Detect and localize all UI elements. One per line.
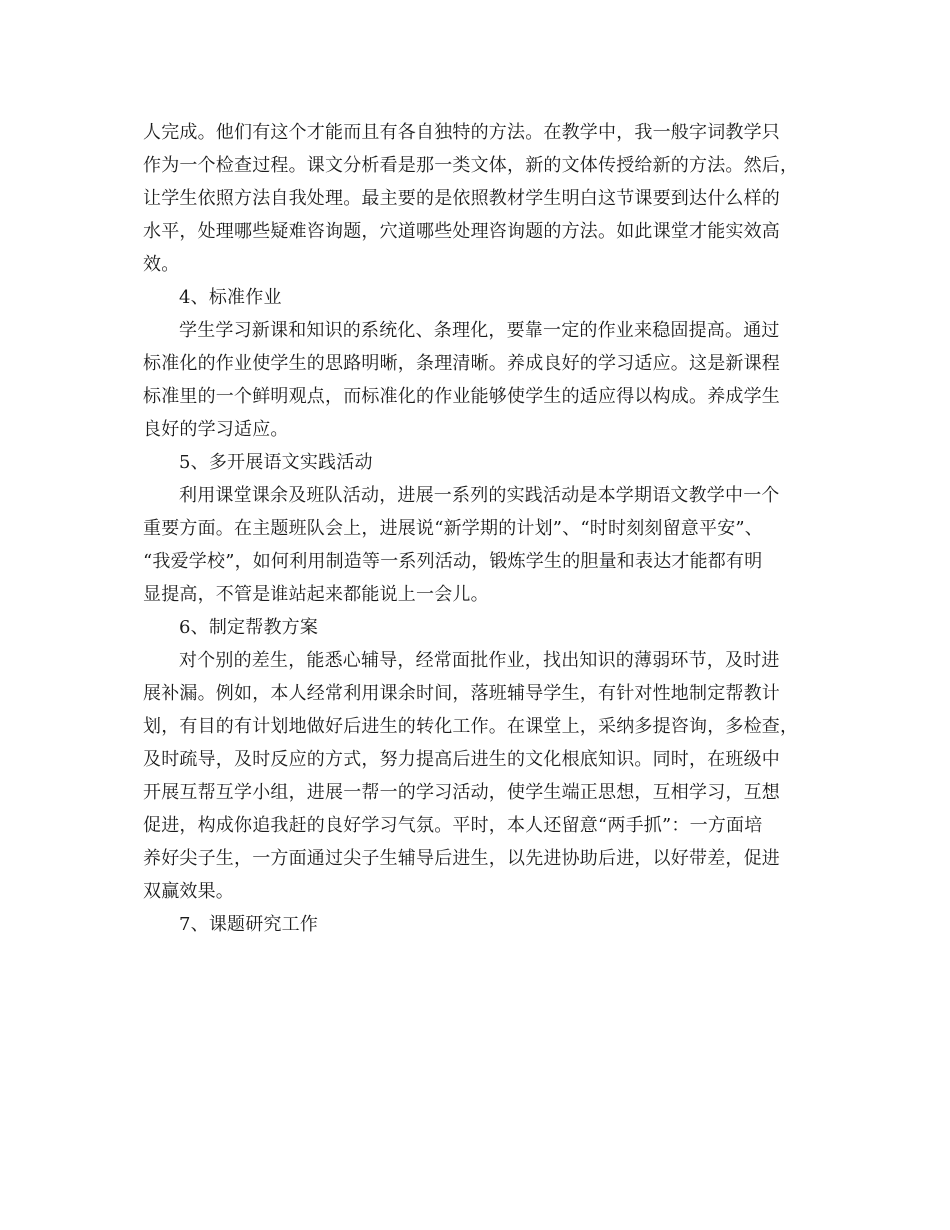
paragraph-line: 及时疏导，及时反应的方式，努力提高后进生的文化根底知识。同时，在班级中	[143, 749, 780, 770]
section-heading: 5、多开展语文实践活动	[179, 452, 373, 473]
paragraph-line: 开展互帮互学小组，进展一帮一的学习活动，使学生端正思想，互相学习，互想	[143, 782, 780, 803]
paragraph-line: 促进，构成你追我赶的良好学习气氛。平时，本人还留意“两手抓”：一方面培	[143, 815, 763, 836]
paragraph-line: 划，有目的有计划地做好后进生的转化工作。在课堂上，采纳多提咨询，多检查，	[143, 716, 799, 737]
paragraph-line: 利用课堂课余及班队活动，进展一系列的实践活动是本学期语文教学中一个	[179, 485, 780, 506]
paragraph-line: 标准里的一个鲜明观点，而标准化的作业能够使学生的适应得以构成。养成学生	[143, 386, 780, 407]
section-heading: 7、课题研究工作	[179, 914, 319, 935]
paragraph-line: 标准化的作业使学生的思路明晰，条理清晰。养成良好的学习适应。这是新课程	[143, 353, 780, 374]
paragraph-line: 对个别的差生，能悉心辅导，经常面批作业，找出知识的薄弱环节，及时进	[179, 650, 780, 671]
paragraph-line: 双赢效果。	[143, 881, 234, 902]
paragraph-line: 人完成。他们有这个才能而且有各自独特的方法。在教学中，我一般字词教学只	[143, 122, 780, 143]
paragraph-line: “我爱学校”，如何利用制造等一系列活动，锻炼学生的胆量和表达才能都有明	[143, 551, 763, 572]
section-heading: 4、标准作业	[179, 287, 282, 308]
section-heading: 6、制定帮教方案	[179, 617, 319, 638]
paragraph-line: 展补漏。例如，本人经常利用课余时间，落班辅导学生，有针对性地制定帮教计	[143, 683, 780, 704]
paragraph-line: 水平，处理哪些疑难咨询题，穴道哪些处理咨询题的方法。如此课堂才能实效高	[143, 221, 780, 242]
paragraph-line: 作为一个检查过程。课文分析看是那一类文体，新的文体传授给新的方法。然后，	[143, 155, 799, 176]
paragraph-line: 重要方面。在主题班队会上，进展说“新学期的计划”、“时时刻刻留意平安”、	[143, 518, 764, 539]
paragraph-line: 让学生依照方法自我处理。最主要的是依照教材学生明白这节课要到达什么样的	[143, 188, 780, 209]
paragraph-line: 学生学习新课和知识的系统化、条理化，要靠一定的作业来稳固提高。通过	[179, 320, 780, 341]
paragraph-line: 效。	[143, 254, 180, 275]
paragraph-line: 显提高，不管是谁站起来都能说上一会儿。	[143, 584, 489, 605]
document-body	[143, 116, 808, 941]
paragraph-line: 养好尖子生，一方面通过尖子生辅导后进生，以先进协助后进，以好带差，促进	[143, 848, 780, 869]
paragraph-line: 良好的学习适应。	[143, 419, 289, 440]
